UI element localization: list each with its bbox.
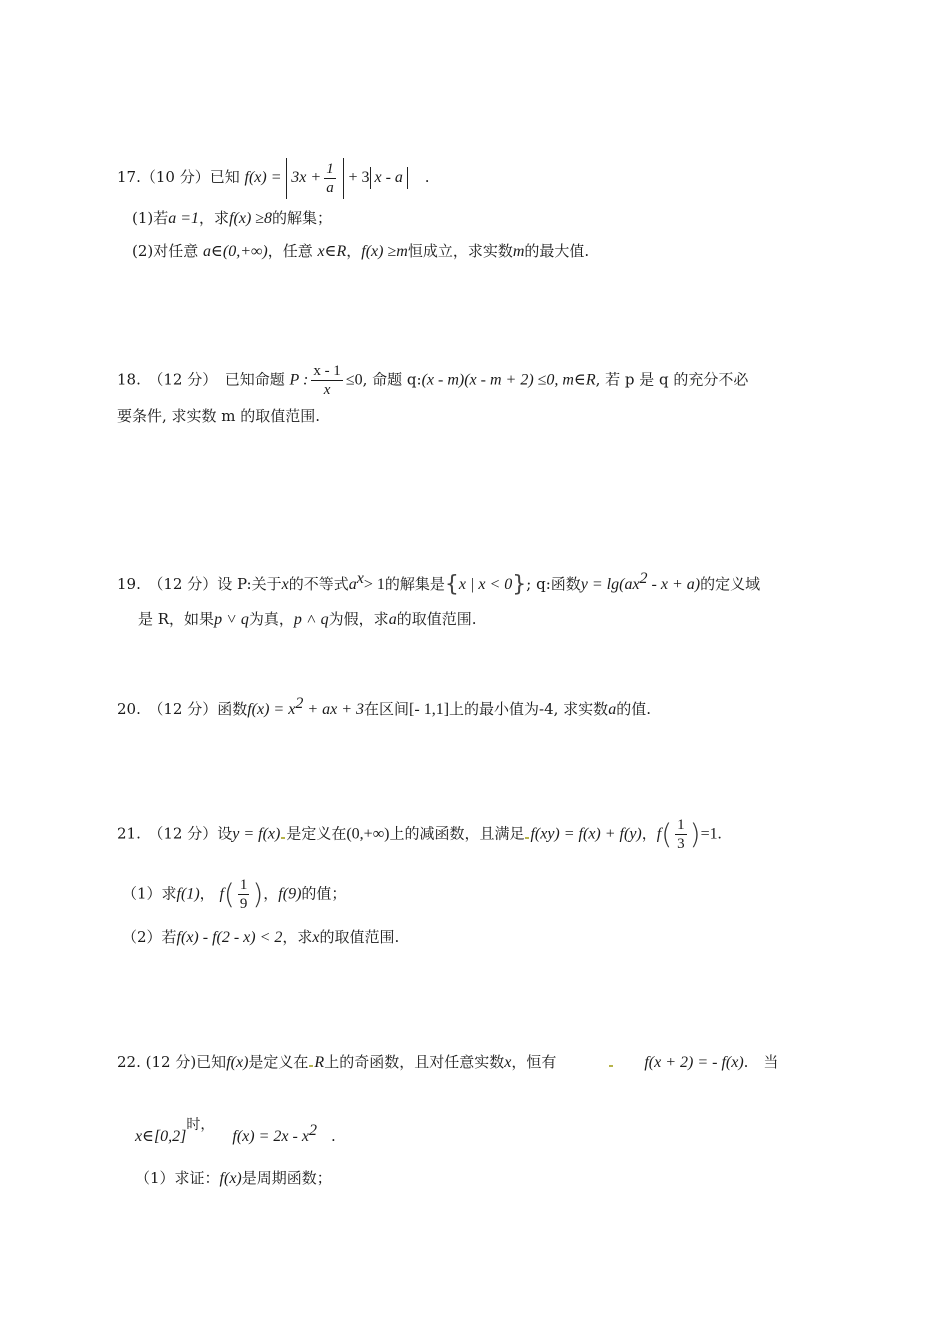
q18-line1: 18. （12 分） 已知命题 P : $\frac{x - 1}{x}$ ≤0, 命题 q:(x - m)(x - m + 2) ≤0, m∈R, 若 p 是 q 的充分不必 <box>117 363 749 398</box>
q22-line2: $x\in[0,2]^{时,}f(x) = 2x - x^2$ . <box>135 1117 336 1145</box>
q17-lead: 17.（10 分）已知 <box>117 168 240 187</box>
q21-frac-1-3: $\frac{1}{3}$ <box>677 817 685 852</box>
q17-part1: (1)若a =1，求f(x) ≥8的解集； <box>132 209 333 227</box>
q22-part1: （1）求证：f(x)是周期函数； <box>135 1169 332 1187</box>
q17-part2: (2)对任意 a∈(0,+∞)，任意 x∈R，f(x) ≥m恒成立，求实数m的最大值. <box>132 242 590 260</box>
q17-line: 17.（10 分）已知 f(x) = 3x + $\frac{1}{a}$ + 3 x - a . <box>117 158 430 199</box>
q18-line2: 要条件, 求实数 m 的取值范围. <box>117 407 321 425</box>
q21-line1: 21. （12 分）设y = f(x) 是定义在(0,+∞)上的减函数，且满足 f(xy) = f(x) + f(y)，f( $\frac{1}{3}$ )=1. <box>117 817 722 852</box>
q21-part2: （2）若f(x) - f(2 - x) < 2，求x的取值范围. <box>122 928 400 946</box>
q19-line2: 是 R，如果p ˅ q为真，p ˄ q为假，求a的取值范围. <box>138 610 477 628</box>
q18-frac: $\frac{x - 1}{x}$ <box>313 363 341 398</box>
q17-abs2: x - a <box>370 167 408 189</box>
q17-abs1: 3x + $\frac{1}{a}$ <box>286 158 343 199</box>
q17-frac: $\frac{1}{a}$ <box>326 161 334 196</box>
q19-line1: 19. （12 分）设 P:关于x的不等式$a^x> 1$的解集是{x | x < 0}; q:函数$y = \lg(ax^2 - x + a)$的定义域 <box>117 570 761 597</box>
q20-line: 20. （12 分）函数$f(x) = x^2$ + ax + 3在区间[- 1,1]上的最小值为-4, 求实数a的值. <box>117 695 651 718</box>
q21-part1: （1）求f(1)， f( $\frac{1}{9}$ )，f(9)的值； <box>122 877 347 912</box>
q17-fx: f(x) = <box>244 169 282 187</box>
q21-frac-1-9: $\frac{1}{9}$ <box>239 877 248 912</box>
q22-line1: 22. (12 分)已知f(x)是定义在 R上的奇函数，且对任意实数x，恒有 f(x + 2) = - f(x). 当 <box>117 1053 779 1071</box>
